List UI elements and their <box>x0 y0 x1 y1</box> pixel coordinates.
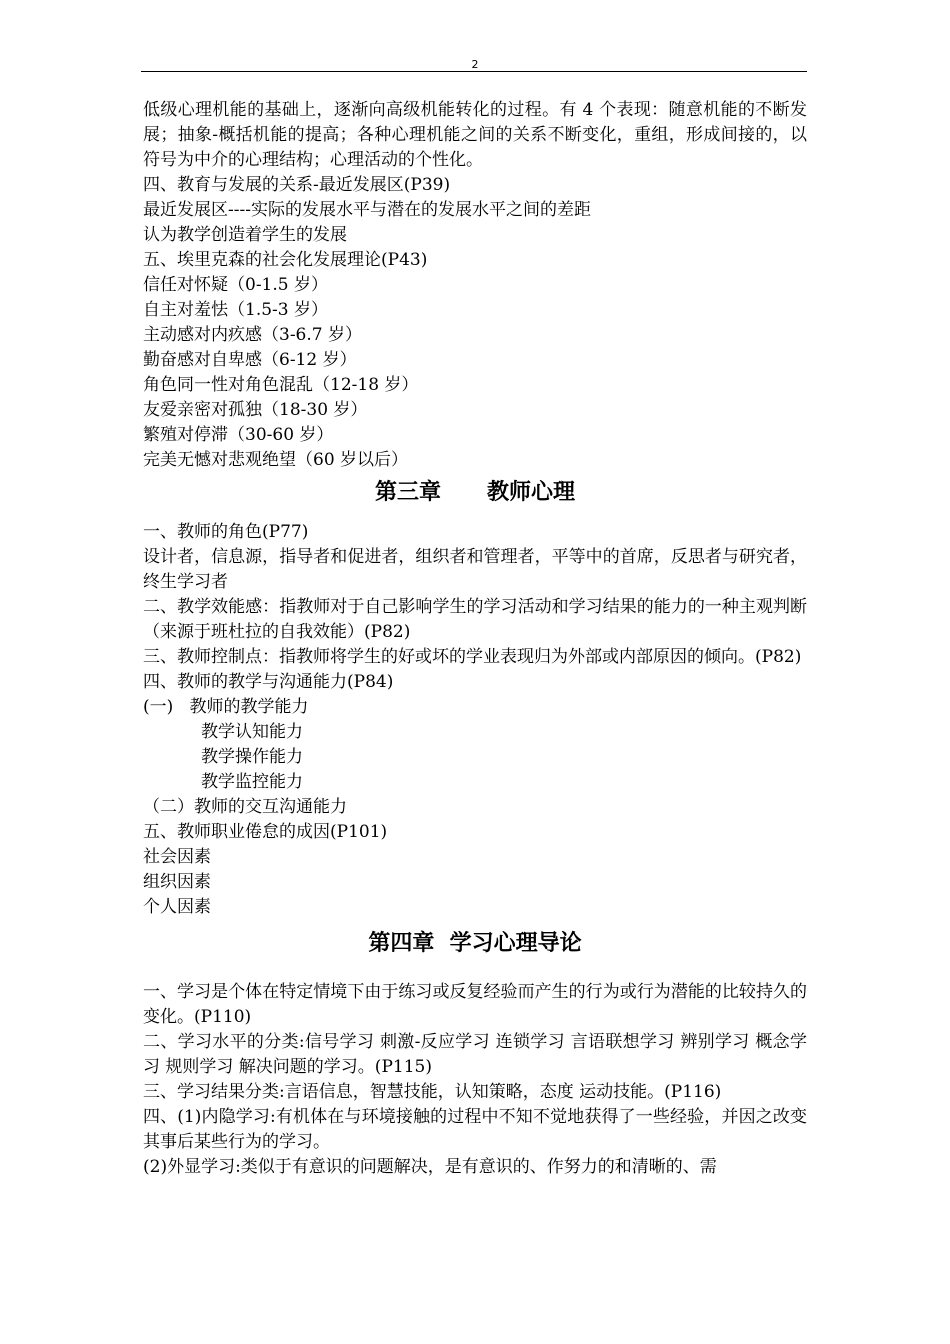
paragraph: 二、教学效能感：指教师对于自己影响学生的学习活动和学习结果的能力的一种主观判断（来源于班杜拉的自我效能）(P82) <box>143 597 807 642</box>
subsection-heading: （二）教师的交互沟通能力 <box>143 797 347 817</box>
paragraph: 一、学习是个体在特定情境下由于练习或反复经验而产生的行为或行为潜能的比较持久的变化。(P110) <box>143 982 807 1027</box>
list-item: 完美无憾对悲观绝望（60 岁以后） <box>143 450 409 470</box>
list-item: 友爱亲密对孤独（18-30 岁） <box>143 400 368 420</box>
list-item: 社会因素 <box>143 847 211 867</box>
header-rule <box>141 71 807 72</box>
paragraph: 三、教师控制点：指教师将学生的好或坏的学业表现归为外部或内部原因的倾向。(P82) <box>143 647 802 667</box>
list-item: 教学操作能力 <box>201 747 303 767</box>
list-item: 教学认知能力 <box>201 722 303 742</box>
section-heading: 一、教师的角色(P77) <box>143 522 309 542</box>
paragraph: 三、学习结果分类:言语信息，智慧技能，认知策略，态度 运动技能。(P116) <box>143 1082 722 1102</box>
paragraph: 设计者，信息源，指导者和促进者，组织者和管理者，平等中的首席，反思者与研究者，终生学习者 <box>143 547 807 592</box>
list-item: 个人因素 <box>143 897 211 917</box>
paragraph: 认为教学创造着学生的发展 <box>143 225 347 245</box>
paragraph: (2)外显学习:类似于有意识的问题解决，是有意识的、作努力的和清晰的、需 <box>143 1157 717 1177</box>
section-heading: 五、埃里克森的社会化发展理论(P43) <box>143 250 428 270</box>
list-item: 教学监控能力 <box>201 772 303 792</box>
list-item: 主动感对内疚感（3-6.7 岁） <box>143 325 362 345</box>
document-body <box>143 98 807 1180</box>
subsection-heading: (一) 教师的教学能力 <box>143 697 309 717</box>
chapter-title: 第三章 教师心理 <box>375 480 575 505</box>
list-item: 勤奋感对自卑感（6-12 岁） <box>143 350 357 370</box>
paragraph: 四、(1)内隐学习:有机体在与环境接触的过程中不知不觉地获得了一些经验，并因之改变其事后某些行为的学习。 <box>143 1107 807 1152</box>
paragraph: 最近发展区----实际的发展水平与潜在的发展水平之间的差距 <box>143 200 591 220</box>
list-item: 自主对羞怯（1.5-3 岁） <box>143 300 328 320</box>
list-item: 信任对怀疑（0-1.5 岁） <box>143 275 328 295</box>
list-item: 繁殖对停滞（30-60 岁） <box>143 425 334 445</box>
list-item: 角色同一性对角色混乱（12-18 岁） <box>143 375 419 395</box>
section-heading: 四、教育与发展的关系-最近发展区(P39) <box>143 175 451 195</box>
section-heading: 五、教师职业倦怠的成因(P101) <box>143 822 388 842</box>
chapter-title: 第四章 学习心理导论 <box>368 931 582 956</box>
paragraph-higher-functions: 低级心理机能的基础上，逐渐向高级机能转化的过程。有 4 个表现：随意机能的不断发展；抽象-概括机能的提高；各种心理机能之间的关系不断变化，重组，形成间接的，以符号为中介的心理结构；心理活动的个性化。 <box>143 100 807 170</box>
section-heading: 四、教师的教学与沟通能力(P84) <box>143 672 394 692</box>
page-number: 2 <box>471 58 479 71</box>
list-item: 组织因素 <box>143 872 211 892</box>
paragraph: 二、学习水平的分类:信号学习 刺激-反应学习 连锁学习 言语联想学习 辨别学习 概念学习 规则学习 解决问题的学习。(P115) <box>143 1032 807 1077</box>
